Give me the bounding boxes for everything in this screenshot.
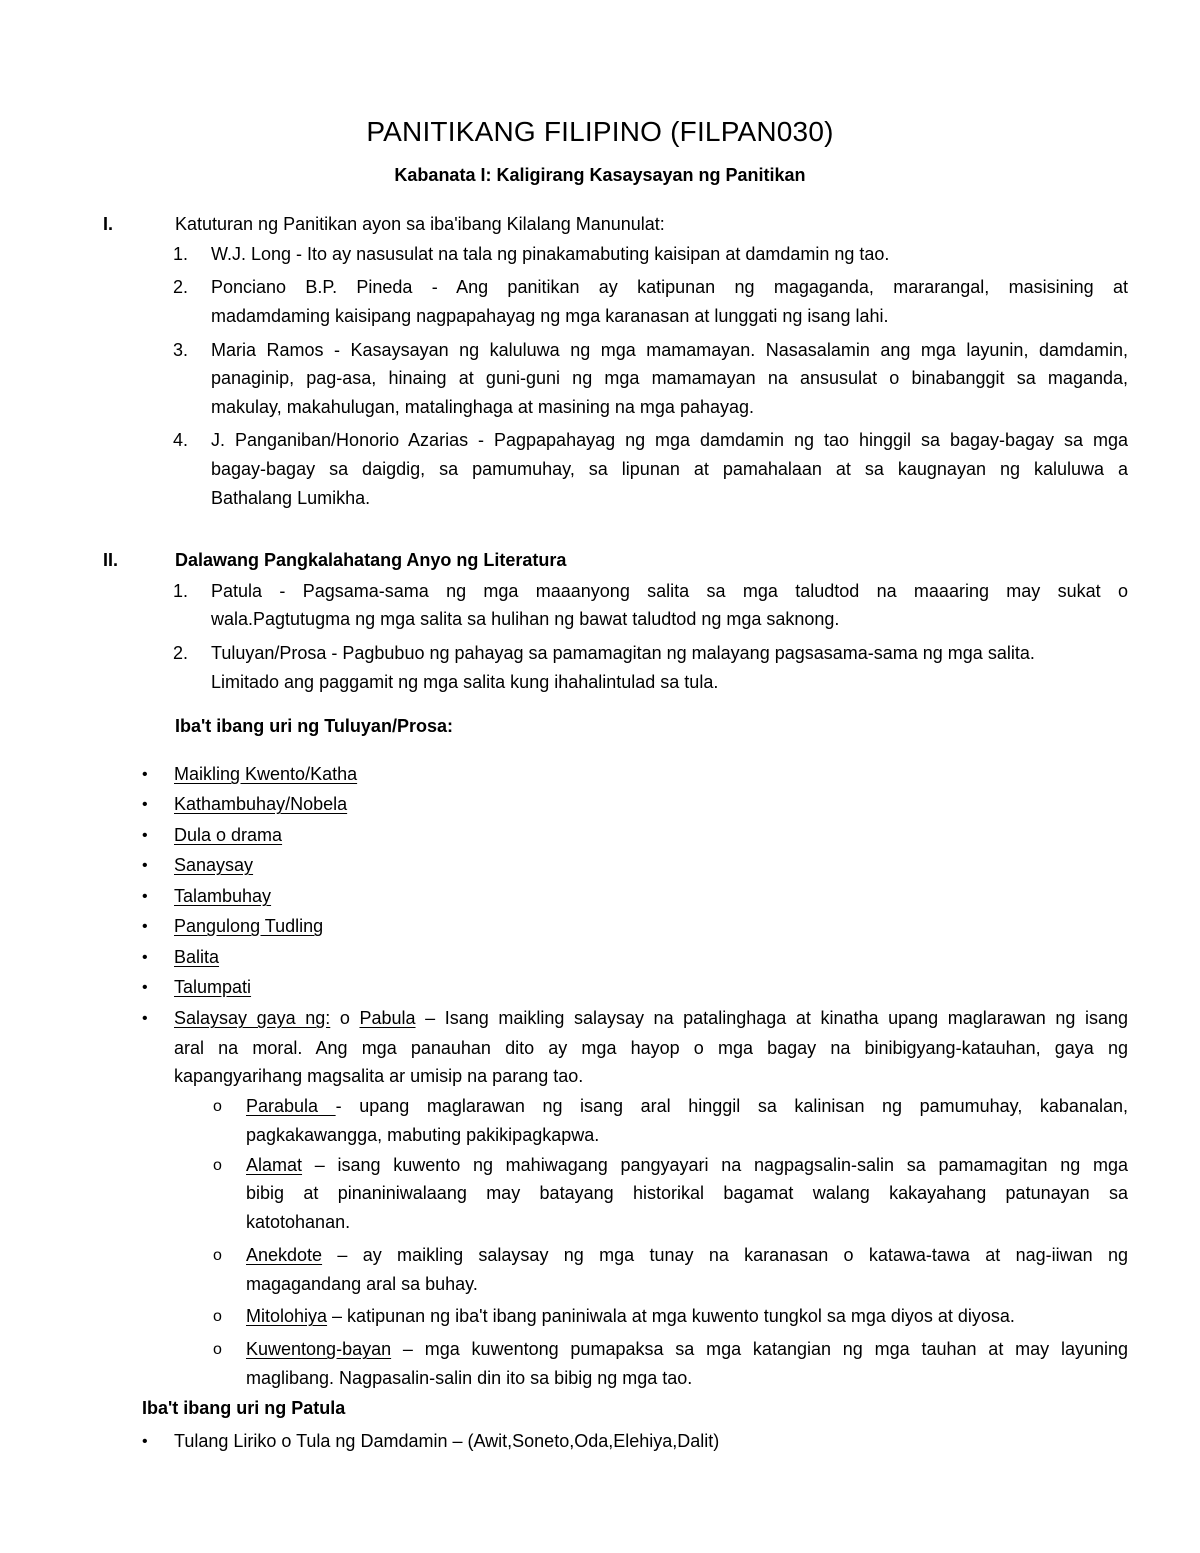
section-1-numeral: I. [103, 214, 114, 234]
prosa-type: Kathambuhay/Nobela [174, 794, 348, 814]
bullet-icon: • [142, 1433, 148, 1450]
bullet-icon: • [142, 827, 148, 844]
prosa-heading: Iba't ibang uri ng Tuluyan/Prosa: [175, 716, 453, 736]
sub-item-line [246, 1245, 1128, 1266]
s1-item-2-line: madamdaming kaisipang nagpapahayag ng mga karanasan at lunggati ng isang lahi. [211, 306, 889, 326]
sub-item-line: maglibang. Nagpasalin-salin din ito sa bibig ng mga tao. [246, 1368, 693, 1388]
salaysay-line [174, 1008, 1128, 1029]
sub-bullet-icon: o [213, 1098, 222, 1115]
s1-item-4-line: Bathalang Lumikha. [211, 488, 371, 508]
sub-item-line: katotohanan. [246, 1212, 351, 1232]
sub-bullet-icon: o [213, 1157, 222, 1174]
section-2-heading: Dalawang Pangkalahatang Anyo ng Literatura [175, 550, 567, 570]
pabula-definition: – Isang maikling salaysay na patalinghaga at kinatha upang maglarawan ng isang [415, 1008, 1128, 1028]
s2-item-2-line: Tuluyan/Prosa - Pagbubuo ng pahayag sa pamamagitan ng malayang pagsasama-sama ng mga salita. [211, 643, 1035, 663]
sub-item-line: magagandang aral sa buhay. [246, 1274, 478, 1294]
s1-item-3-line: Maria Ramos - Kasaysayan ng kaluluwa ng mga mamamayan. Nasasalamin ang mga layunin, damdamin, [211, 340, 1128, 360]
s1-item-1-line: W.J. Long - Ito ay nasusulat na tala ng pinakamabuting kaisipan at damdamin ng tao. [211, 244, 890, 264]
s2-item-2-number: 2. [173, 643, 189, 663]
anekdote-term: Anekdote [246, 1245, 323, 1265]
sub-bullet-icon: o [213, 1341, 222, 1358]
sub-item-line [246, 1306, 1015, 1327]
sub-item-line [246, 1339, 1128, 1360]
kuwentong-bayan-term: Kuwentong-bayan [246, 1339, 392, 1359]
mitolohiya-term: Mitolohiya [246, 1306, 328, 1326]
page-subtitle: Kabanata I: Kaligirang Kasaysayan ng Panitikan [394, 165, 806, 185]
s1-item-1-number: 1. [173, 244, 189, 264]
parabula-term: Parabula [246, 1096, 336, 1116]
salaysay-line: kapangyarihang magsalita ar umisip na parang tao. [174, 1066, 584, 1086]
sub-item-line [246, 1155, 1128, 1176]
bullet-icon: • [142, 857, 148, 874]
salaysay-line: aral na moral. Ang mga panauhan dito ay mga hayop o mga bagay na binibigyang-katauhan, gaya ng [174, 1038, 1128, 1058]
s2-item-1-line: Patula - Pagsama-sama ng mga maaanyong salita sa mga taludtod na maaaring may sukat o [211, 581, 1128, 601]
prosa-type: Balita [174, 947, 220, 967]
bullet-icon: • [142, 949, 148, 966]
parabula-definition: - upang maglarawan ng isang aral hinggil sa kalinisan ng pamumuhay, kabanalan, [335, 1096, 1128, 1116]
prosa-type: Talambuhay [174, 886, 272, 906]
patula-item: Tulang Liriko o Tula ng Damdamin – (Awit,Soneto,Oda,Elehiya,Dalit) [174, 1431, 720, 1451]
alamat-term: Alamat [246, 1155, 303, 1175]
prosa-type: Pangulong Tudling [174, 916, 324, 936]
sub-item-line: pagkakawangga, mabuting pakikipagkapwa. [246, 1125, 600, 1145]
bullet-icon: • [142, 888, 148, 905]
kuwentong-bayan-definition: – mga kuwentong pumapaksa sa mga katangian ng mga tauhan at may layuning [391, 1339, 1128, 1359]
prosa-type: Dula o drama [174, 825, 283, 845]
s1-item-2-number: 2. [173, 277, 189, 297]
bullet-icon: • [142, 979, 148, 996]
bullet-icon: • [142, 1010, 148, 1027]
s1-item-4-line: J. Panganiban/Honorio Azarias - Pagpapahayag ng mga damdamin ng tao hinggil sa bagay-bagay sa mga [211, 430, 1128, 450]
s1-item-3-line: panaginip, pag-asa, hinaing at guni-guni ng mga mamamayan na ansusulat o binabanggit sa maganda, [211, 368, 1128, 388]
salaysay-label: Salaysay gaya ng: [174, 1008, 331, 1028]
s2-item-1-number: 1. [173, 581, 189, 601]
page-title: PANITIKANG FILIPINO (FILPAN030) [366, 116, 834, 147]
sub-item-line [246, 1096, 1128, 1117]
s1-item-3-number: 3. [173, 340, 189, 360]
prosa-type: Sanaysay [174, 855, 254, 875]
s1-item-4-number: 4. [173, 430, 189, 450]
section-1-heading: Katuturan ng Panitikan ayon sa iba'ibang Kilalang Manunulat: [175, 214, 665, 234]
salaysay-marker: o [339, 1008, 350, 1028]
sub-item-line: bibig at pinaniniwalaang may batayang historikal bagamat walang kakayahang patunayan sa [246, 1183, 1128, 1203]
prosa-type: Talumpati [174, 977, 252, 997]
sub-bullet-icon: o [213, 1308, 222, 1325]
s1-item-3-line: makulay, makahulugan, matalinghaga at masining na mga pahayag. [211, 397, 755, 417]
s2-item-2-line: Limitado ang paggamit ng mga salita kung ihahalintulad sa tula. [211, 672, 719, 692]
alamat-definition: – isang kuwento ng mahiwagang pangyayari na nagpagsalin-salin sa pamamagitan ng mga [302, 1155, 1128, 1175]
sub-bullet-icon: o [213, 1247, 222, 1264]
s1-item-2-line: Ponciano B.P. Pineda - Ang panitikan ay katipunan ng magaganda, mararangal, masisining at [211, 277, 1128, 297]
pabula-term: Pabula [359, 1008, 416, 1028]
anekdote-definition: – ay maikling salaysay ng mga tunay na karanasan o katawa-tawa at nag-iiwan ng [322, 1245, 1128, 1265]
s1-item-4-line: bagay-bagay sa daigdig, sa pamumuhay, sa lipunan at pamahalaan at sa kaugnayan ng kaluluwa a [211, 459, 1128, 479]
mitolohiya-definition: – katipunan ng iba't ibang paniniwala at mga kuwento tungkol sa mga diyos at diyosa. [327, 1306, 1015, 1326]
section-2-numeral: II. [103, 550, 119, 570]
patula-heading: Iba't ibang uri ng Patula [142, 1398, 346, 1418]
bullet-icon: • [142, 918, 148, 935]
bullet-icon: • [142, 766, 148, 783]
s2-item-1-line: wala.Pagtutugma ng mga salita sa hulihan ng bawat taludtod ng mga saknong. [211, 609, 840, 629]
prosa-type: Maikling Kwento/Katha [174, 764, 358, 784]
bullet-icon: • [142, 796, 148, 813]
